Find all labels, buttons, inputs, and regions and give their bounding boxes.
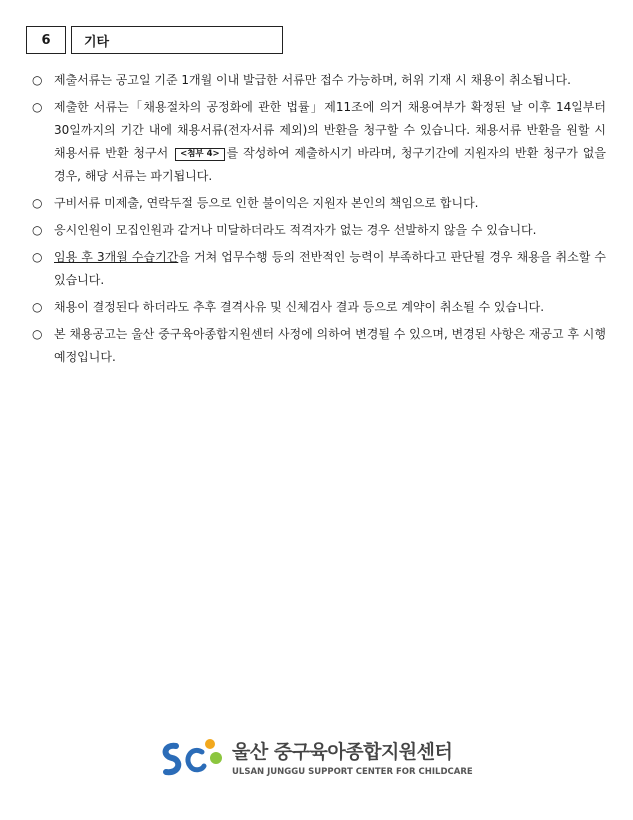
item-text: 구비서류 미제출, 연락두절 등으로 인한 불이익은 지원자 본인의 책임으로 합니다. (54, 196, 479, 210)
section-title: 기타 (71, 26, 283, 54)
list-item (32, 246, 606, 292)
list-item (32, 219, 606, 242)
item-text: 제출서류는 공고일 기준 1개월 이내 발급한 서류만 접수 가능하며, 허위 기재 시 채용이 취소됩니다. (54, 73, 571, 87)
item-text (54, 96, 606, 188)
item-text: 응시인원이 모집인원과 같거나 미달하더라도 적격자가 없는 경우 선발하지 않을 수 있습니다. (54, 223, 537, 237)
org-name-korean: 울산 중구육아종합지원센터 (232, 740, 453, 763)
bullet-icon: ○ (32, 223, 43, 237)
section-header (26, 26, 283, 54)
bullet-icon: ○ (32, 196, 43, 210)
item-text-part: 를 작성하여 제출하시기 바라며, 청구기간에 지원자의 반환 청구가 없을 경우, 해당 서류는 파기됩니다. (54, 146, 606, 183)
section-number: 6 (26, 26, 66, 54)
org-name-english: ULSAN JUNGGU SUPPORT CENTER FOR CHILDCARE (232, 766, 473, 777)
item-text-part: 을 거쳐 업무수행 등의 전반적인 능력이 부족하다고 판단될 경우 채용을 취소할 수 있습니다. (54, 250, 606, 287)
center-logo-icon (158, 736, 224, 782)
bullet-icon: ○ (32, 100, 43, 114)
org-name (232, 741, 473, 778)
item-text: 본 채용공고는 울산 중구육아종합지원센터 사정에 의하여 변경될 수 있으며, 변경된 사항은 재공고 후 시행 예정입니다. (54, 327, 606, 364)
underlined-text: 임용 후 3개월 수습기간 (54, 250, 179, 264)
item-text-part: 제출한 서류는「채용절차의 공정화에 관한 법률」제11조에 의거 채용여부가 확정된 날 이후 14일부터 30일까지의 기간 내에 채용서류(전자서류 제외)의 반환을 청구할 수 있습니다. 채용서류 반환을 원할 시 채용서류 반환 청구서 (54, 100, 606, 160)
bullet-icon: ○ (32, 300, 43, 314)
notice-list (32, 69, 606, 373)
item-text (54, 246, 606, 292)
attachment-badge: <첨부 4> (175, 148, 225, 161)
list-item (32, 69, 606, 92)
list-item (32, 192, 606, 215)
bullet-icon: ○ (32, 250, 43, 264)
item-text: 채용이 결정된다 하더라도 추후 결격사유 및 신체검사 결과 등으로 계약이 취소될 수 있습니다. (54, 300, 545, 314)
bullet-icon: ○ (32, 327, 43, 341)
list-item (32, 296, 606, 319)
list-item (32, 96, 606, 188)
bullet-icon: ○ (32, 73, 43, 87)
footer (158, 736, 473, 782)
list-item (32, 323, 606, 369)
